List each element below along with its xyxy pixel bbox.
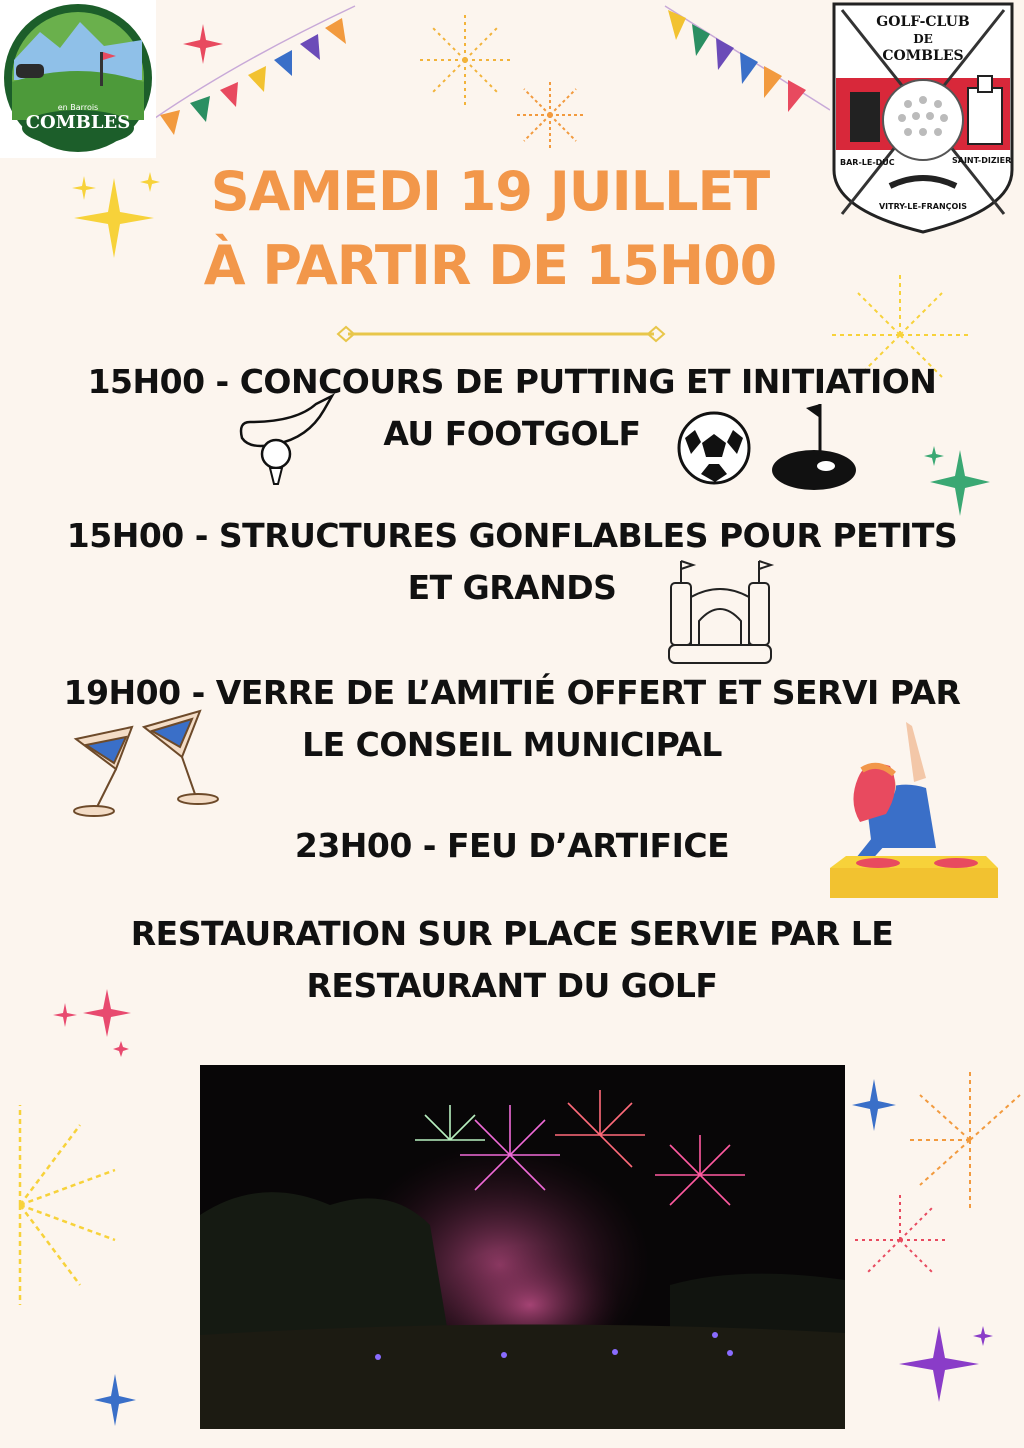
sparkle-icon <box>885 1320 995 1410</box>
dj-icon <box>826 718 1002 900</box>
crest-town-right: SAINT-DIZIER <box>952 156 1012 165</box>
program-item-2-line-2: ET GRANDS <box>407 568 617 607</box>
sparkle-icon <box>90 1370 140 1430</box>
logo-left-subtitle: en Barrois <box>57 103 99 112</box>
program-item-5-line-1: RESTAURATION SUR PLACE SERVIE PAR LE <box>130 914 894 953</box>
fireworks-photo <box>200 1065 845 1429</box>
sparkle-icon <box>848 1075 900 1135</box>
sparkle-icon <box>175 20 235 70</box>
crest-town-left: BAR-LE-DUC <box>840 158 895 167</box>
program-item-1-line-2: AU FOOTGOLF <box>383 414 641 453</box>
golf-club-crest-logo <box>828 0 1018 236</box>
soccer-ball-icon <box>675 410 753 486</box>
event-start-time: À PARTIR DE 15H00 <box>203 234 777 297</box>
firework-icon <box>0 1095 200 1315</box>
program-item-5-line-2: RESTAURANT DU GOLF <box>306 966 718 1005</box>
combles-logo <box>0 0 156 158</box>
program-item-2-line-1: 15H00 - STRUCTURES GONFLABLES POUR PETITS <box>66 516 958 555</box>
crest-title-3: COMBLES <box>882 48 964 64</box>
bouncy-castle-icon <box>665 557 775 667</box>
crest-title-1: GOLF-CLUB <box>876 14 970 30</box>
firework-icon <box>410 10 520 110</box>
golf-club-icon <box>236 392 338 488</box>
divider <box>336 324 666 344</box>
crest-title-2: DE <box>913 32 933 46</box>
program-item-3-line-2: LE CONSEIL MUNICIPAL <box>302 725 722 764</box>
event-date: SAMEDI 19 JUILLET <box>210 160 770 223</box>
crest-town-bottom: VITRY-LE-FRANÇOIS <box>878 202 968 211</box>
firework-icon <box>505 75 595 155</box>
logo-left-title: COMBLES <box>25 112 131 133</box>
cocktail-glasses-icon <box>72 705 222 820</box>
program-item-1-line-1: 15H00 - CONCOURS DE PUTTING ET INITIATION <box>87 362 937 401</box>
program-item-4: 23H00 - FEU D’ARTIFICE <box>294 826 730 865</box>
golf-hole-icon <box>770 398 862 494</box>
program-item-3-line-1: 19H00 - VERRE DE L’AMITIÉ OFFERT ET SERVI PAR <box>63 673 961 712</box>
firework-icon <box>850 1185 950 1295</box>
